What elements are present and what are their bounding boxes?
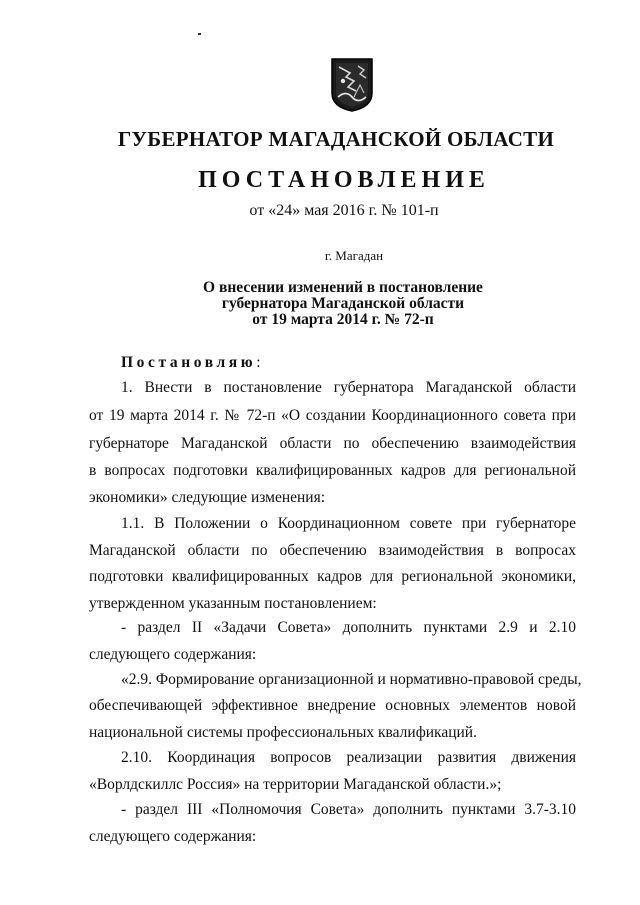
body-line: следующего содержания:	[89, 646, 257, 663]
body-line: 1. Внести в постановление губернатора Магаданской области	[121, 379, 576, 396]
decree-subject	[170, 280, 516, 328]
scan-speck	[198, 33, 201, 35]
coat-of-arms-icon	[330, 57, 374, 113]
subject-line: от 19 марта 2014 г. № 72-п	[252, 311, 434, 328]
body-line: «2.9. Формирование организационной и нормативно-правовой среды,	[121, 671, 582, 688]
city-name: г. Магадан	[324, 248, 384, 263]
body-line: следующего содержания:	[89, 828, 257, 845]
decree-date: от «24» мая 2016 г. № 101-п	[249, 202, 439, 219]
body-line: национальной системы профессиональных квалификаций.	[89, 724, 477, 741]
decree-intro	[121, 354, 261, 372]
governor-title: ГУБЕРНАТОР МАГАДАНСКОЙ ОБЛАСТИ	[117, 127, 555, 151]
body-line: 1.1. В Положении о Координационном совете при губернаторе	[121, 515, 576, 532]
body-line: - раздел II «Задачи Совета» дополнить пунктами 2.9 и 2.10	[121, 619, 576, 636]
body-line: губернаторе Магаданской области по обеспечению взаимодействия	[89, 435, 576, 452]
body-line: подготовки квалифицированных кадров для региональной экономики,	[89, 568, 576, 585]
body-line: утвержденном указанным постановлением:	[89, 595, 377, 612]
body-line: от 19 марта 2014 г. № 72-п «О создании Координационного совета при	[89, 407, 576, 424]
body-line: - раздел III «Полномочия Совета» дополнить пунктами 3.7-3.10	[121, 801, 576, 818]
intro-colon: :	[256, 354, 261, 371]
subject-line: губернатора Магаданской области	[221, 295, 465, 312]
intro-word: Постановляю	[121, 354, 257, 371]
body-line: Магаданской области по обеспечению взаимодействия в вопросах	[89, 542, 576, 559]
body-line: экономики» следующие изменения:	[89, 489, 326, 506]
body-line: «Ворлдскиллс Россия» на территории Магаданской области.»;	[89, 776, 502, 793]
body-line: в вопросах подготовки квалифицированных кадров для региональной	[89, 462, 576, 479]
subject-line: О внесении изменений в постановление	[203, 279, 483, 296]
body-line: 2.10. Координация вопросов реализации развития движения	[121, 749, 576, 766]
body-line: обеспечивающей эффективное внедрение основных элементов новой	[89, 697, 576, 714]
decree-title: ПОСТАНОВЛЕНИЕ	[198, 167, 490, 193]
